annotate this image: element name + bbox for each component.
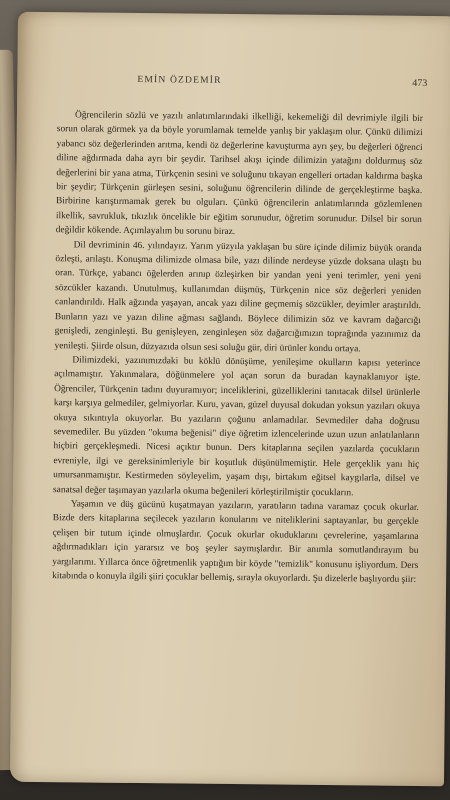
body-text — [51, 108, 423, 712]
paragraph: Yaşamın ve düş gücünü kuşatmayan yazıların, yaratıların tadına varamaz çocuk okurlar. Bizde ders kitaplarına seçilecek yazıların konularını ve niteliklerini saptayanlar, bu gerçekle çelişen bir tutum içinde olmuşlardır. Çocuk okurlar okuduklarını çevrelerine, yaşamlarına ağdırmadıkları için yararsız ve boş şeyler saymışlardır. Bir anımla somutlandırayım bu yargılarımı. Yıllarca önce öğretmenlik yaptığım bir köyde "temizlik" konusunu işliyordum. Ders kitabında o konuyla ilgili şiiri çocuklar bellemiş, sırayla okuyorlardı. Şu dizelerle başlıyordu şiir: — [52, 499, 419, 585]
book-page — [10, 12, 450, 787]
page-number: 473 — [412, 77, 428, 90]
paragraph: Dil devriminin 46. yılındayız. Yarım yüzyıla yaklaşan bu süre içinde dilimiz büyük oranda özleşti, arılaştı. Konuşma dilimizde olmasa bile, yazı dilinde nerdeyse yüzde doksana ulaştı bu oran. Türkçe, yabancı öğelerden arınıp özleşirken bir yandan yeni yeni terimler, yeni yeni sözcükler kazandı. Unutulmuş, kullanımdan düşmüş, Türkçenin nice söz değerleri yeniden canlandırıldı. Halk ağzında yaşayan, ancak yazı diline geçmemiş sözcükler, deyimler araştırıldı. Bunların yazı ve yazın diline ağması sağlandı. Böylece dilimizin söz ve kavram dağarcığı genişledi, zenginleşti. Bu genişleyen, zenginleşen söz dağarcığımızın toprağında yazınımız da yenileşti. Şiirde olsun, düzyazıda olsun sesi soluğu gür, diri ürünler kondu ortaya. — [54, 239, 422, 354]
running-head-author: EMİN ÖZDEMİR — [137, 75, 222, 86]
paragraph: Dilimizdeki, yazınımızdaki bu köklü dönüşüme, yenileşime okulların kapısı yeterince açılmamıştır. Yakınmalara, döğünmelere yol açan sorun da buradan kaynaklanıyor işte. Öğrenciler, Türkçenin tadını duyuramıyor; inceliklerini, güzelliklerini tanıtacak dilsel ürünlerle karşı karşıya gelmediler, gelmiyorlar. Kuru, yavan, güzel duyusal dokudan yoksun yazıları okuya okuya sıkıntıyla okuyorlar. Bu yazıların çoğunu anlamadılar. Sevmediler daha doğrusu sevemediler. Bu yüzden "okuma beğenisi" diye öğretim izlencelerinde uzun uzun anlatılanların hiçbiri gerçekleşmedi. Nicesi açıktır bunun. Ders kitaplarına seçilen yazılarda çocukların evreniyle, ilgi ve gereksinimleriyle bir koşutluk düşünülmemiştir. Hele gerçeklik yanı hiç umursanmamıştır. Kestirmeden söyleyelim, yaşam dışı, birtakım eğitsel kaygılarla, dilsel ve sanatsal değer taşımayan yazılarla okuma beğenileri körleştirilmiştir çocukların. — [52, 355, 421, 498]
page-header — [137, 75, 427, 92]
paragraph: Öğrencilerin sözlü ve yazılı anlatımlarındaki ilkelliği, kekemeliği dil devrimiyle ilgili bir sorun olarak görmek ya da böyle yorumlamak temelde yanlış bir yaklaşım olur. Çünkü dilimizi yabancı söz değerlerinden arıtma, kendi öz değerlerine kavuşturma ayrı şey, bu değerleri öğrenci diline ağdırmada daha ayrı bir şeydir. Tarihsel akışı içinde dilimizin yatağını doldurmuş söz değerlerini bir yana atma, Türkçenin sesini ve soluğunu tıkayan engelleri ortadan kaldırma başka bir şeydir; Türkçenin gürleşen sesini, soluğunu öğrencilerin dilinde de gerçekleştirme başka. Birbirine karıştırmamak gerek bu olguları. Çünkü öğrencilerin anlatımlarında gözlemlenen ilkellik, savrukluk, tıkızlık öncelikle bir eğitim sorunudur, öğretim sorunudur. Dilsel bir sorun değildir kökende. Açımlayalım bu sorunu biraz. — [55, 110, 423, 238]
